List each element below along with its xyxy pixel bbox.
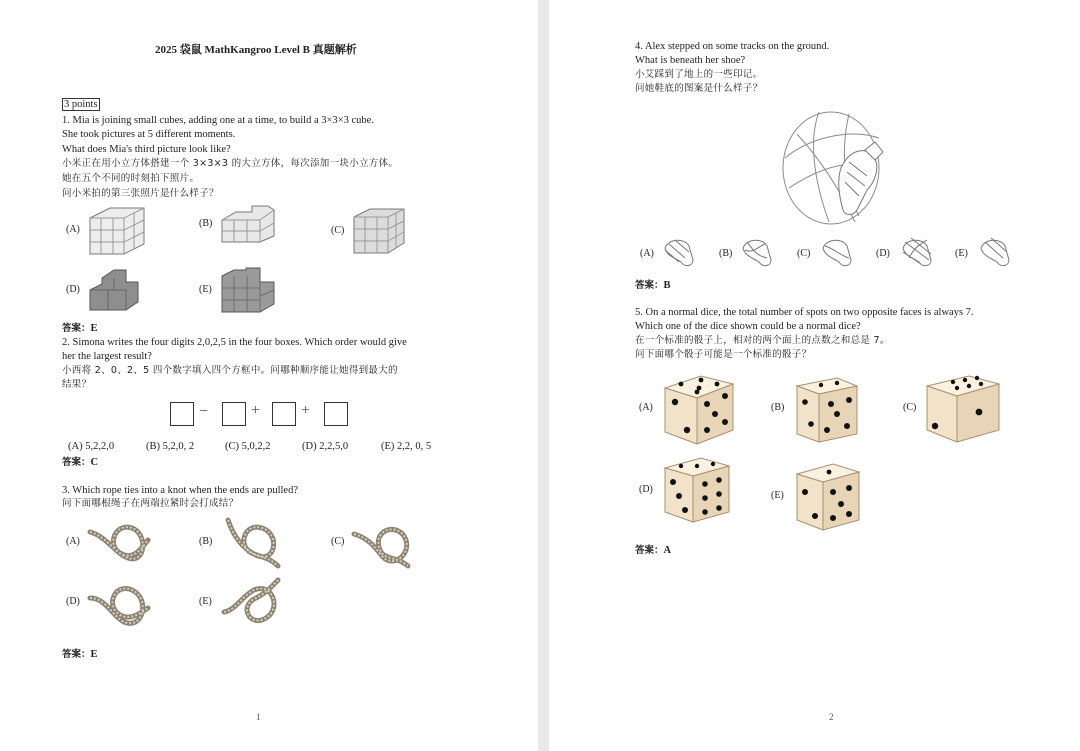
q3-zh-1: 问下面哪根绳子在两端拉紧时会打成结？ (62, 498, 239, 509)
page-1 (0, 0, 538, 751)
cube-figure-a (88, 206, 146, 256)
q4-option-b-label: (B) (719, 248, 733, 259)
shoe-sole-b (739, 236, 773, 268)
q3-option-a-label: (A) (66, 536, 80, 547)
page-2 (549, 0, 1080, 751)
q5-zh-2: 问下面哪个骰子可能是一个标准的骰子？ (635, 349, 812, 360)
q3-option-e-label: (E) (199, 596, 212, 607)
q5-zh-1: 在一个标准的骰子上，相对的两个面上的点数之和总是 7。 (635, 335, 890, 346)
q2-answer: 答案：C (62, 457, 99, 468)
dice-b (793, 374, 861, 444)
q3-option-b-label: (B) (199, 536, 213, 547)
q5-option-a-label: (A) (639, 402, 653, 413)
q1-line-1: 1. Mia is joining small cubes, adding one at a time, to build a 3×3×3 cube. (62, 115, 374, 126)
q1-line-2: She took pictures at 5 different moments. (62, 129, 236, 140)
q5-line-1: 5. On a normal dice, the total number of spots on two opposite faces is always 7. (635, 307, 974, 318)
q2-line-2: her the largest result? (62, 351, 152, 362)
section-label: 3 points (64, 99, 98, 110)
q5-option-d-label: (D) (639, 484, 653, 495)
digit-box-4 (324, 402, 348, 426)
q1-answer: 答案：E (62, 323, 98, 334)
dice-c (923, 372, 1003, 446)
plus-operator-1: + (251, 402, 261, 419)
minus-operator: − (199, 403, 209, 420)
shoe-sole-a (661, 236, 695, 268)
cube-figure-d (88, 268, 140, 312)
q3-answer: 答案：E (62, 649, 98, 660)
page-number-2: 2 (829, 712, 834, 722)
q1-line-3: What does Mia's third picture look like? (62, 144, 231, 155)
q2-zh-2: 结果？ (62, 379, 92, 390)
q4-zh-1: 小艾踩到了地上的一些印记。 (635, 69, 763, 80)
q4-option-c-label: (C) (797, 248, 811, 259)
q1-zh-2: 她在五个不同的时刻拍下照片。 (62, 173, 200, 184)
plus-operator-2: + (301, 402, 311, 419)
rope-figure-b (220, 516, 282, 568)
q3-option-c-label: (C) (331, 536, 345, 547)
q1-zh-3: 问小米拍的第三张照片是什么样子？ (62, 188, 219, 199)
q4-answer: 答案：B (635, 280, 671, 291)
q1-zh-1: 小米正在用小立方体搭建一个 3×3×3 的大立方体，每次添加一块小立方体。 (62, 158, 399, 169)
q2-choice-e: (E) 2,2, 0, 5 (381, 441, 432, 452)
digit-box-3 (272, 402, 296, 426)
shoe-sole-e (977, 236, 1011, 268)
q4-option-a-label: (A) (640, 248, 654, 259)
rope-figure-e (220, 578, 282, 630)
q2-choice-d: (D) 2,2,5,0 (302, 441, 349, 452)
dice-a (661, 372, 737, 446)
q2-zh-1: 小西将 2、0、2、5 四个数字填入四个方框中。问哪种顺序能让她得到最大的 (62, 365, 398, 376)
document-title: 2025 袋鼠 MathKangroo Level B 真题解析 (155, 44, 357, 56)
q1-option-b-label: (B) (199, 218, 213, 229)
page-number-1: 1 (256, 712, 261, 722)
q2-choice-b: (B) 5,2,0, 2 (146, 441, 195, 452)
shoe-sole-d (899, 236, 933, 268)
page-gap (538, 0, 549, 751)
q3-line-1: 3. Which rope ties into a knot when the ends are pulled? (62, 485, 298, 496)
q2-choice-c: (C) 5,0,2,2 (225, 441, 271, 452)
q4-line-2: What is beneath her shoe? (635, 55, 746, 66)
q2-line-1: 2. Simona writes the four digits 2,0,2,5 in the four boxes. Which order would give (62, 337, 407, 348)
shoe-sole-c (819, 236, 853, 268)
q4-line-1: 4. Alex stepped on some tracks on the ground. (635, 41, 830, 52)
q5-option-e-label: (E) (771, 490, 784, 501)
digit-box-2 (222, 402, 246, 426)
cube-figure-b (220, 206, 276, 242)
dice-d (661, 454, 733, 524)
q5-option-c-label: (C) (903, 402, 917, 413)
q5-option-b-label: (B) (771, 402, 785, 413)
rope-figure-d (88, 578, 150, 630)
tracks-illustration (779, 98, 889, 228)
q3-option-d-label: (D) (66, 596, 80, 607)
q4-zh-2: 问她鞋底的图案是什么样子？ (635, 83, 763, 94)
q4-option-e-label: (E) (955, 248, 968, 259)
rope-figure-a (88, 518, 150, 568)
q1-option-c-label: (C) (331, 225, 345, 236)
digit-box-1 (170, 402, 194, 426)
cube-figure-e (220, 266, 276, 314)
q4-option-d-label: (D) (876, 248, 890, 259)
cube-figure-c (352, 207, 406, 255)
q2-choice-a: (A) 5,2,2,0 (68, 441, 115, 452)
q5-line-2: Which one of the dice shown could be a normal dice? (635, 321, 861, 332)
q1-option-d-label: (D) (66, 284, 80, 295)
q5-answer: 答案：A (635, 545, 672, 556)
dice-e (793, 460, 863, 532)
q1-option-a-label: (A) (66, 224, 80, 235)
q1-option-e-label: (E) (199, 284, 212, 295)
rope-figure-c (352, 516, 414, 568)
